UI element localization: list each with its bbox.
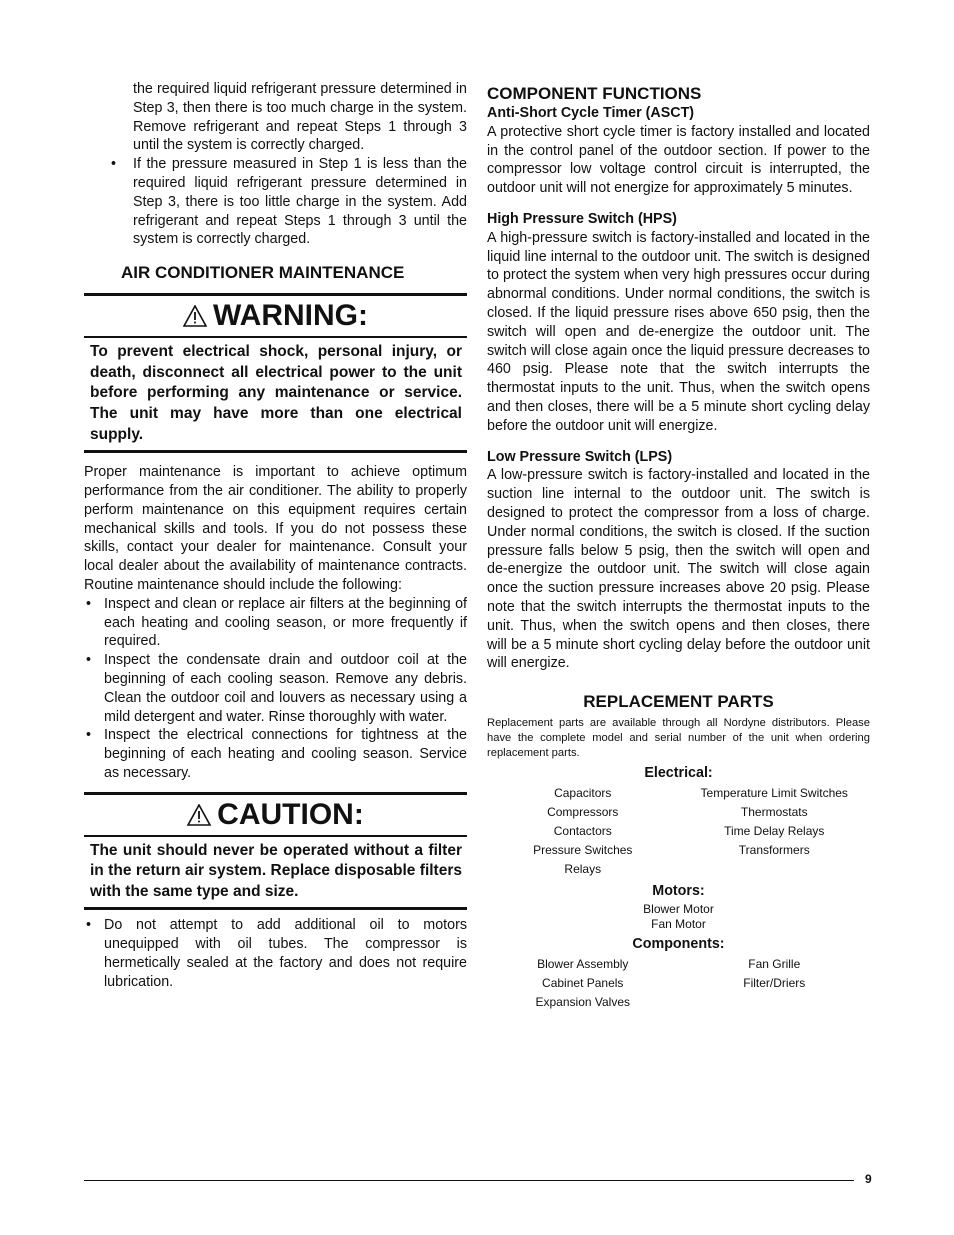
lps-text: A low-pressure switch is factory-installed and located in the suction line internal to the outdoor unit. The switch is designed to protect the compressor from a loss of charge. Under normal conditions, the switch is closed. If the suction pressure falls below 5 psig, then the switch will open and de-energize the outdoor unit. The switch will close again once the suction pressure increases above 20 psig. Please note that the switch interrupts the thermostat inputs to the unit. Thus, when the switch opens and then closes, there will be a 5 minute short cycling delay before the outdoor unit will energize. [487, 467, 870, 672]
list-item: Pressure Switches [533, 843, 633, 858]
list-item: Time Delay Relays [724, 824, 825, 839]
list-item: Fan Motor [651, 917, 706, 932]
list-item: Cabinet Panels [542, 976, 624, 991]
maintenance-list [84, 595, 467, 783]
charging-continuation [84, 80, 467, 249]
list-item: Filter/Driers [743, 976, 806, 991]
warning-triangle-icon [187, 804, 211, 826]
caution-title: CAUTION: [217, 797, 364, 831]
list-item: Temperature Limit Switches [700, 786, 848, 801]
maintenance-heading: AIR CONDITIONER MAINTENANCE [121, 263, 405, 283]
page-number: 9 [865, 1172, 872, 1186]
list-item: Transformers [738, 843, 810, 858]
warning-title-row [84, 296, 467, 338]
list-item: Thermostats [740, 805, 808, 820]
warning-box [84, 293, 467, 453]
list-item: Contactors [553, 824, 612, 839]
electrical-parts-list [487, 784, 870, 879]
caution-title-row [84, 795, 467, 837]
list-item: • Inspect and clean or replace air filters at the beginning of each heating and cooling season, or more frequently if required. [84, 595, 467, 651]
list-item: Relays [564, 862, 602, 877]
warning-title: WARNING: [213, 299, 368, 333]
asct-text: A protective short cycle timer is factory installed and located in the control panel of the outdoor section. If power to the compressor low voltage control circuit is interrupted, the outdoor unit will not energize for approximately 5 minutes. [487, 123, 870, 197]
components-heading: Components: [632, 936, 725, 953]
asct-heading: Anti-Short Cycle Timer (ASCT) [487, 105, 695, 121]
list-item: Fan Grille [748, 957, 801, 972]
caution-box [84, 792, 467, 911]
warning-text: To prevent electrical shock, personal injury, or death, disconnect all electrical power to the unit before performing any maintenance or service. The unit may have more than one electrical supply. [90, 343, 462, 443]
right-column [487, 80, 870, 1012]
components-parts-list [487, 955, 870, 1012]
hps-heading: High Pressure Switch (HPS) [487, 210, 677, 227]
motors-list [487, 902, 870, 932]
component-functions-heading: COMPONENT FUNCTIONS [487, 84, 702, 103]
oil-list [84, 916, 467, 991]
list-item: • Inspect the electrical connections for tightness at the beginning of each heating and cooling season. Service as necessary. [84, 726, 467, 782]
list-item: • Inspect the condensate drain and outdoor coil at the beginning of each cooling season. Remove any debris. Clean the outdoor coil and louvers as necessary using a mild detergent and water. Rinse thoroughly with water. [84, 651, 467, 726]
continuation-text: the required liquid refrigerant pressure determined in Step 3, then there is too much charge in the system. Remove refrigerant and repeat Steps 1 through 3 until the system is correctly charged. [133, 81, 467, 154]
list-item: Expansion Valves [535, 995, 630, 1010]
caution-text: The unit should never be operated without a filter in the return air system. Replace disposable filters with the same type and size. [90, 841, 462, 900]
warning-triangle-icon [183, 305, 207, 327]
list-item: • If the pressure measured in Step 1 is less than the required liquid refrigerant pressure determined in Step 3, there is too little charge in the system. Add refrigerant and repeat Steps 1 through 3 until the system is correctly charged. [133, 155, 467, 249]
replacement-parts-intro: Replacement parts are available through all Nordyne distributors. Please have the complete model and serial number of the unit when ordering replacement parts. [487, 717, 870, 760]
electrical-heading: Electrical: [644, 765, 713, 782]
list-item: Compressors [547, 805, 619, 820]
maintenance-intro: Proper maintenance is important to achieve optimum performance from the air conditioner. The ability to properly perform maintenance on this equipment requires certain mechanical skills and tools. If you do not possess these skills, contact your dealer for maintenance. Consult your local dealer about the availability of maintenance contracts. Routine maintenance should include the following: [84, 464, 467, 593]
list-item: Blower Motor [643, 902, 714, 917]
lps-heading: Low Pressure Switch (LPS) [487, 448, 673, 465]
list-item: • Do not attempt to add additional oil to motors unequipped with oil tubes. The compressor is hermetically sealed at the factory and does not require lubrication. [84, 916, 467, 991]
hps-text: A high-pressure switch is factory-installed and located in the liquid line internal to the outdoor unit. The switch is designed to protect the system when very high pressures occur during abnormal conditions. Under normal conditions, the switch is closed. If the liquid pressure rises above 650 psig, then the switch will open and de-energize the outdoor unit. The switch will close again once the liquid pressure decreases to 460 psig. Please note that the switch interrupts the thermostat inputs to the unit. Thus, when the switch opens and then closes, there will be a 5 minute short cycling delay before the outdoor unit will energize. [487, 229, 870, 434]
footer-rule [84, 1180, 854, 1181]
motors-heading: Motors: [652, 883, 705, 900]
replacement-parts-heading: REPLACEMENT PARTS [583, 692, 774, 712]
left-column [84, 80, 467, 992]
list-item: Blower Assembly [537, 957, 629, 972]
list-item: Capacitors [554, 786, 612, 801]
